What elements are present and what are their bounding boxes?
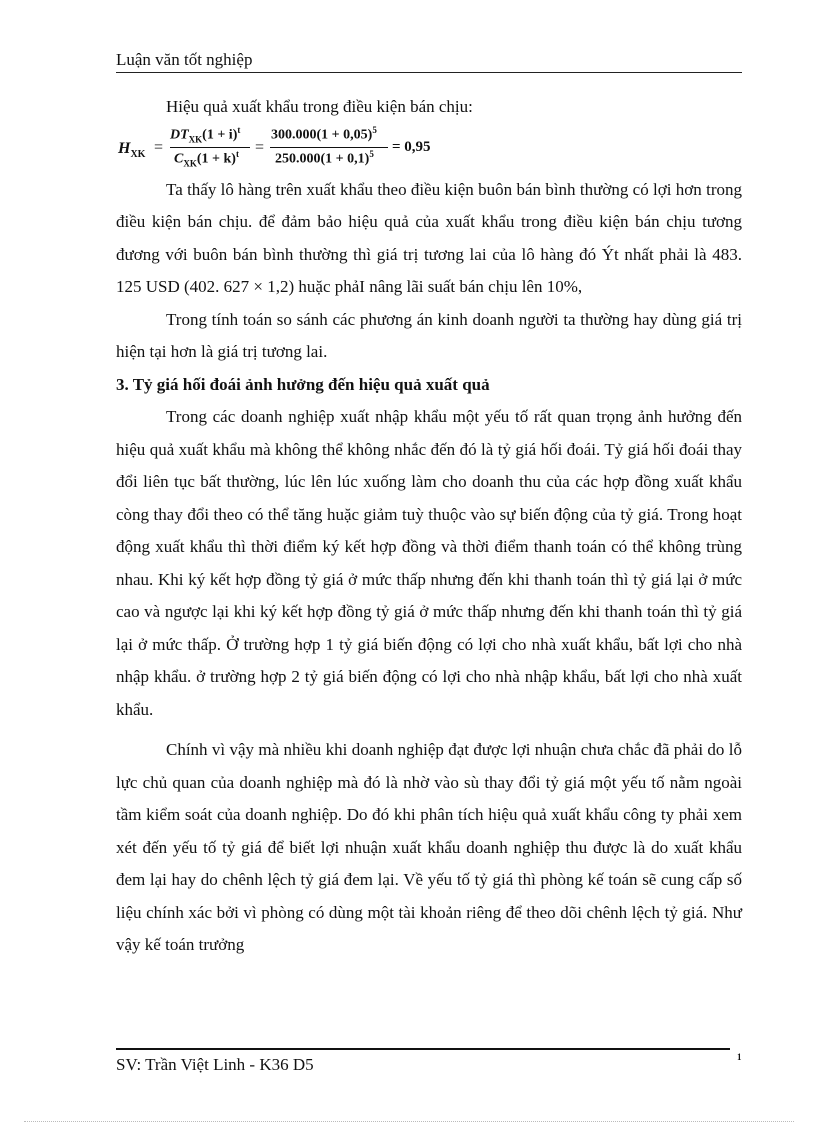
formula-den1: $C_{XK}(1 + k)^t$	[174, 148, 239, 168]
formula-num2: $300.000(1 + 0,05)^5$	[271, 124, 377, 143]
intro-line: Hiệu quả xuất khẩu trong điều kiện bán chịu:	[166, 97, 473, 116]
page-header: Luận văn tốt nghiệp	[116, 50, 253, 69]
page-body	[116, 91, 742, 962]
page-edge-dots	[24, 1121, 794, 1122]
paragraph-conclusion: Chính vì vậy mà nhiều khi doanh nghiệp đạt được lợi nhuận chưa chắc đã phải do lỗ lực chủ quan của doanh nghiệp mà đó là nhờ vào sù thay đổi tỷ giá một yếu tố nằm ngoài tầm kiểm soát của doanh nghiệp. Do đó khi phân tích hiệu quả xuất khẩu công ty phải xem xét đến yếu tố tỷ giá để biết lợi nhuận xuất khẩu doanh nghiệp thu được là do xuất khẩu đem lại hay do chênh lệch tỷ giá đem lại. Về yếu tố tỷ giá thì phòng kế toán sẽ cung cấp số liệu chính xác bởi vì phòng có dùng một tài khoản riêng để theo dõi chênh lệch tỷ giá. Như vậy kế toán trưởng	[116, 740, 742, 954]
efficiency-formula	[116, 124, 742, 174]
formula-result: = 0,95	[392, 138, 431, 155]
paragraph-comparison: Ta thấy lô hàng trên xuất khẩu theo điều kiện buôn bán bình thường có lợi hơn trong điều kiện bán chịu. để đảm bảo hiệu quả của xuất khẩu trong điều kiện bán chịu tương đương với buôn bán bình thường thì giá trị tương lai của lô hàng đó Ýt nhất phải là 483. 125 USD (402. 627 × 1,2) huặc phảI nâng lãi suất bán chịu lên 10%,	[116, 179, 742, 296]
formula-eq-2: =	[255, 138, 265, 156]
fraction-bar-1	[170, 147, 250, 148]
formula-eq-1: =	[154, 138, 164, 156]
footer-author: SV: Trần Việt Linh - K36 D5	[116, 1055, 314, 1074]
footer-rule	[116, 1048, 730, 1050]
formula-lhs: $H_{XK}$	[118, 139, 146, 160]
paragraph-present-value: Trong tính toán so sánh các phương án kinh doanh người ta thường hay dùng giá trị hiện tại hơn là giá trị tương lai.	[116, 309, 742, 361]
page-number: 1	[737, 1052, 742, 1062]
formula-den2: $250.000(1 + 0,1)^5$	[275, 148, 374, 167]
formula-num1: $DT_{XK}(1 + i)^t$	[170, 124, 241, 144]
fraction-bar-2	[270, 147, 388, 148]
header-rule	[116, 72, 742, 73]
section-heading: 3. Tỷ giá hối đoái ảnh hưởng đến hiệu quả xuất quả	[116, 374, 490, 394]
paragraph-exchange-rate: Trong các doanh nghiệp xuất nhập khẩu một yếu tố rất quan trọng ảnh hưởng đến hiệu quả xuất khẩu mà không thể không nhắc đến đó là tỷ giá hối đoái. Tỷ giá hối đoái thay đổi liên tục bất thường, lúc lên lúc xuống làm cho doanh thu của các hợp đồng xuất khẩu còng thay đổi theo có thể tăng huặc giảm tuỳ thuộc vào sự biến động của tỷ giá. Trong hoạt động xuất khẩu thì thời điểm ký kết hợp đồng và thời điểm thanh toán có thể không trùng nhau. Khi ký kết hợp đồng tỷ giá ở mức thấp nhưng đến khi thanh toán thì tỷ giá lại ở mức cao và ngược lại khi ký kết hợp đồng tỷ giá ở mức thấp nhưng đến khi thanh toán thì tỷ giá lại ở mức thấp. Ở trường hợp 1 tỷ giá biến động có lợi cho nhà xuất khẩu, bất lợi cho nhà nhập khẩu. ở trường hợp 2 tỷ giá biến động có lợi cho nhà nhập khẩu, bất lợi cho nhà xuất khẩu.	[116, 407, 742, 719]
